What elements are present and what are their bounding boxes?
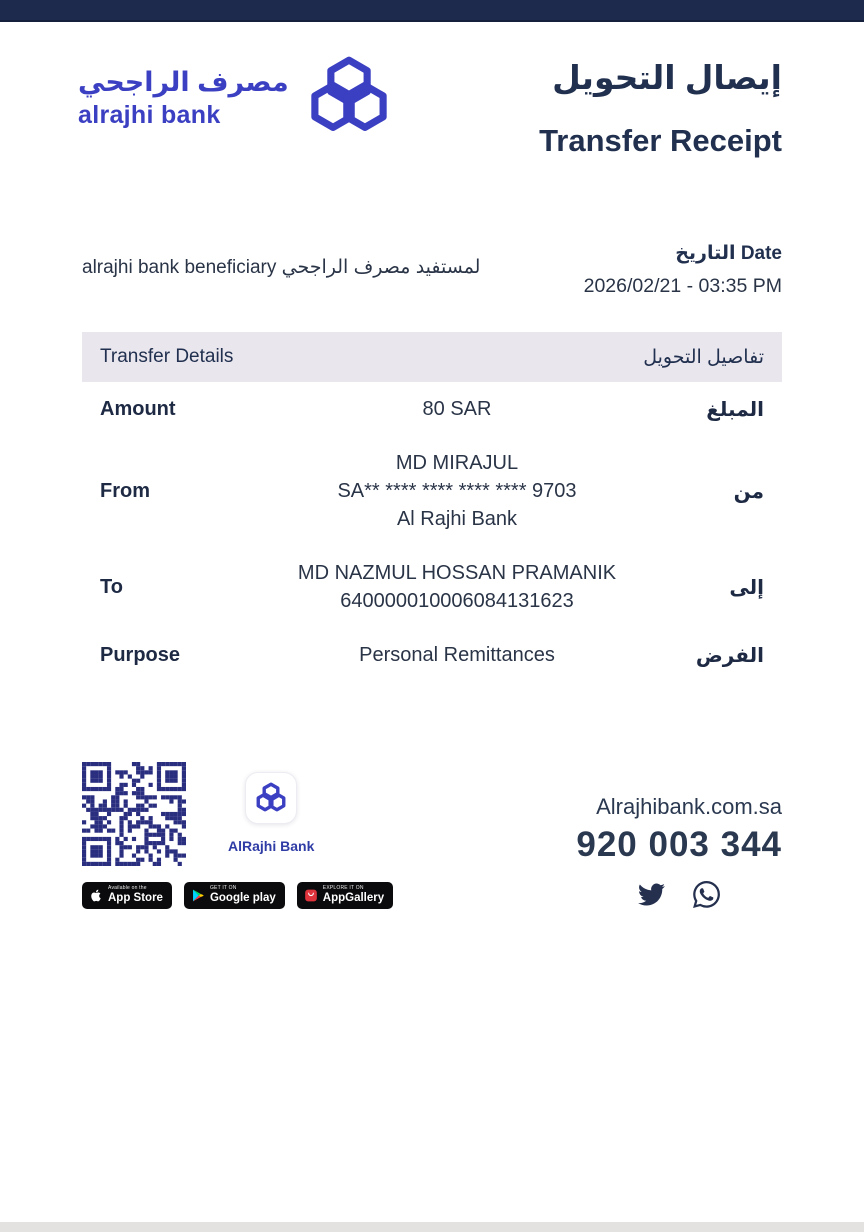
appgallery-icon — [304, 888, 318, 903]
website-link[interactable]: Alrajhibank.com.sa — [596, 794, 782, 819]
row-values: MD NAZMUL HOSSAN PRAMANIK 640000010006084131623 — [297, 562, 617, 612]
brand-english-wordmark: alrajhi bank — [78, 100, 221, 129]
social-icons — [576, 881, 782, 908]
beneficiary-line — [82, 256, 480, 279]
row-label-english: Purpose — [100, 643, 181, 666]
row-label-arabic: من — [733, 480, 764, 503]
brand-logo — [78, 52, 391, 144]
alrajhi-hexagons-icon — [254, 780, 288, 817]
date-label-arabic: التاريخ — [675, 243, 736, 264]
brand-wordmark — [78, 67, 289, 130]
store-badge-app-store[interactable]: Available on the App Store — [82, 882, 172, 909]
phone-number: 920 003 344 — [576, 825, 782, 864]
row-label-english: To — [100, 575, 123, 598]
receipt-footer — [82, 762, 782, 909]
transfer-details-section — [82, 332, 782, 682]
footer-left — [82, 762, 393, 909]
whatsapp-icon[interactable] — [693, 881, 720, 908]
detail-row-from — [82, 436, 782, 546]
store-badge-appgallery[interactable]: EXPLORE IT ON AppGallery — [297, 882, 393, 909]
row-label-arabic: الفرض — [695, 644, 764, 667]
details-rows — [82, 382, 782, 682]
alrajhi-hexagons-icon — [307, 52, 391, 144]
date-label — [584, 242, 782, 265]
row-label-english: From — [100, 479, 150, 502]
store-badge-google-play[interactable]: GET IT ON Google play — [184, 882, 285, 909]
alrajhi-app-icon — [245, 772, 297, 824]
qr-code[interactable] — [82, 762, 186, 866]
twitter-icon[interactable] — [638, 881, 665, 908]
row-values: 80 SAR — [422, 398, 492, 420]
date-label-english: Date — [740, 243, 782, 264]
date-value: 2026/02/21 - 03:35 PM — [583, 275, 782, 297]
receipt-header — [78, 52, 782, 159]
brand-arabic-wordmark: مصرف الراجحي — [78, 66, 289, 97]
detail-row-to — [82, 546, 782, 628]
details-header-arabic: تفاصيل التحويل — [643, 346, 764, 368]
details-header-bar — [82, 332, 782, 382]
store-badges — [82, 882, 393, 909]
row-values: Personal Remittances — [359, 644, 555, 666]
row-label-arabic: إلى — [729, 576, 764, 599]
footer-right — [576, 794, 782, 908]
beneficiary-english: alrajhi bank beneficiary — [82, 257, 277, 278]
apple-icon — [89, 888, 103, 903]
meta-row — [82, 242, 782, 298]
page-title-arabic: إيصال التحويل — [552, 59, 782, 96]
google-play-icon — [191, 888, 205, 903]
top-navy-bar — [0, 0, 864, 22]
detail-row-amount — [82, 382, 782, 436]
page-title-english: Transfer Receipt — [539, 123, 782, 158]
app-icon-label: AlRajhi Bank — [228, 838, 315, 854]
details-header-english: Transfer Details — [100, 346, 234, 367]
beneficiary-arabic: لمستفيد مصرف الراجحي — [281, 257, 481, 278]
row-label-arabic: المبلغ — [706, 398, 764, 421]
row-label-english: Amount — [100, 397, 176, 420]
bottom-strip — [0, 1222, 864, 1232]
detail-row-purpose — [82, 628, 782, 682]
date-block — [584, 242, 782, 298]
page-titles — [539, 58, 782, 159]
row-values: MD MIRAJUL SA** **** **** **** **** 9703 Al Rajhi Bank — [337, 452, 577, 530]
app-icon-block — [228, 772, 314, 854]
